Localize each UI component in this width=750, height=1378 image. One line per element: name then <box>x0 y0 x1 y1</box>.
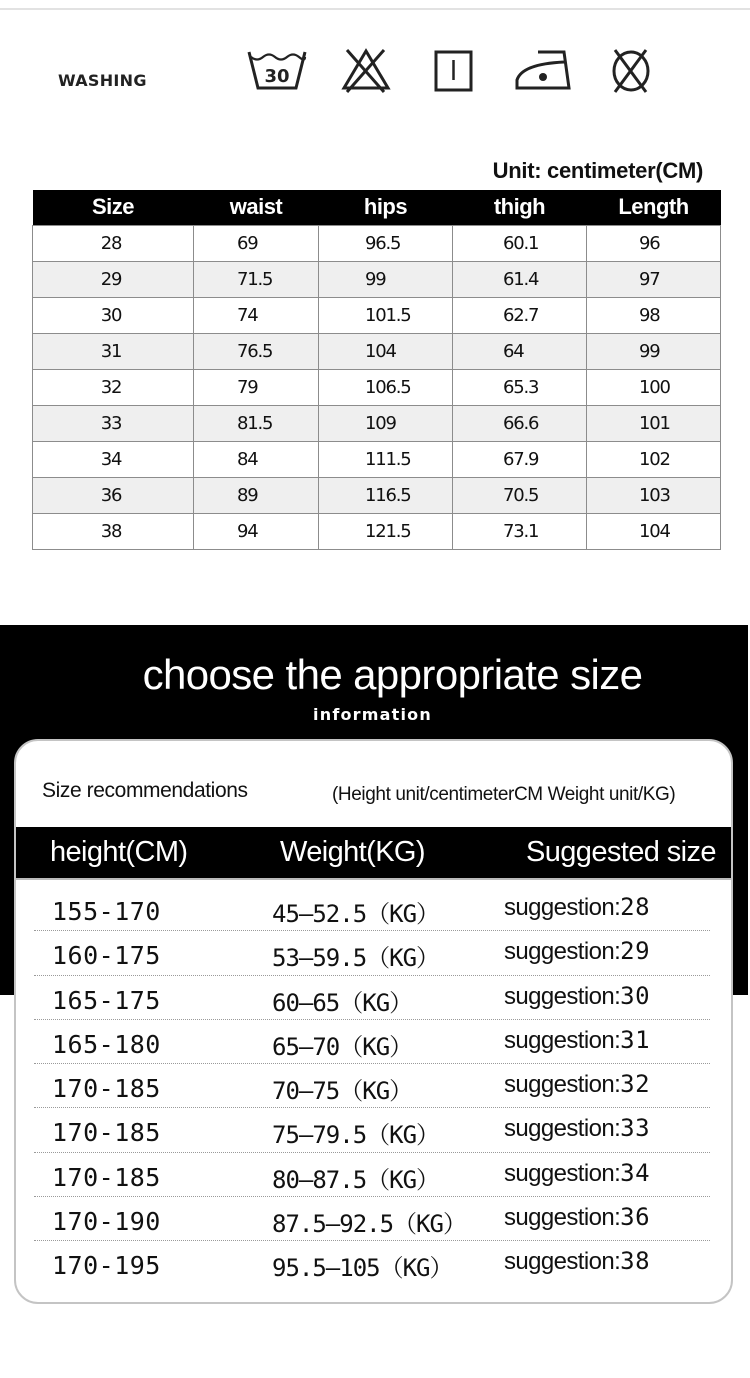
cell-waist: 79 <box>194 369 319 405</box>
height-range: 170-185 <box>52 1162 161 1192</box>
size-value: 33 <box>620 1114 651 1143</box>
size-value: 34 <box>620 1158 651 1187</box>
do-not-bleach-icon <box>340 48 392 94</box>
cell-length: 98 <box>587 297 721 333</box>
suggestion-prefix: suggestion: <box>504 894 621 921</box>
cell-thigh: 65.3 <box>453 369 587 405</box>
size-chart-table <box>32 190 721 550</box>
svg-text:30: 30 <box>264 66 290 87</box>
height-range: 170-185 <box>52 1074 161 1104</box>
cell-length: 99 <box>587 333 721 369</box>
weight-range: 70–75（KG） <box>272 1077 413 1106</box>
list-item <box>34 1064 710 1108</box>
list-item <box>34 1153 710 1197</box>
list-item <box>34 1108 710 1152</box>
col-header-height: height(CM) <box>50 836 188 868</box>
cell-hips: 111.5 <box>319 441 453 477</box>
cell-size: 36 <box>33 477 194 513</box>
table-row <box>33 513 721 549</box>
cell-thigh: 62.7 <box>453 297 587 333</box>
list-item <box>34 887 710 931</box>
cell-length: 101 <box>587 405 721 441</box>
cell-length: 100 <box>587 369 721 405</box>
recommendation-list <box>34 887 710 1286</box>
table-row <box>33 477 721 513</box>
wash-30-icon <box>246 48 308 92</box>
weight-range: 65–70（KG） <box>272 1032 413 1061</box>
cell-waist: 84 <box>194 441 319 477</box>
cell-waist: 94 <box>194 513 319 549</box>
cell-thigh: 73.1 <box>453 513 587 549</box>
height-range: 160-175 <box>52 941 161 971</box>
suggestion-prefix: suggestion: <box>504 1159 621 1187</box>
table-row <box>33 441 721 477</box>
cell-hips: 121.5 <box>319 513 453 549</box>
section-title: choose the appropriate size <box>142 651 643 698</box>
suggestion-prefix: suggestion: <box>504 1204 621 1232</box>
weight-range: 75–79.5（KG） <box>272 1121 440 1150</box>
list-item <box>34 931 710 975</box>
list-item <box>34 1197 710 1241</box>
cell-waist: 81.5 <box>194 405 319 441</box>
size-value: 38 <box>620 1247 651 1276</box>
height-range: 155-170 <box>52 897 161 926</box>
cell-waist: 71.5 <box>194 261 319 297</box>
suggestion-prefix: suggestion: <box>504 938 621 966</box>
size-value: 28 <box>620 893 651 921</box>
table-row <box>33 369 721 405</box>
unit-label: Unit: centimeter(CM) <box>492 158 703 183</box>
weight-range: 53–59.5（KG） <box>272 944 440 973</box>
size-value: 30 <box>620 981 651 1010</box>
cell-waist: 89 <box>194 477 319 513</box>
cell-length: 104 <box>587 513 721 549</box>
section-subtitle: information <box>313 705 432 724</box>
cell-hips: 109 <box>319 405 453 441</box>
cell-hips: 99 <box>319 261 453 297</box>
table-row <box>33 297 721 333</box>
weight-range: 60–65（KG） <box>272 988 413 1017</box>
cell-hips: 106.5 <box>319 369 453 405</box>
col-header-length: Length <box>587 190 721 225</box>
cell-size: 34 <box>33 441 194 477</box>
list-item <box>34 1241 710 1285</box>
do-not-tumble-dry-icon <box>608 48 654 94</box>
suggestion-prefix: suggestion: <box>504 1248 621 1276</box>
suggested-size <box>504 982 650 1011</box>
col-header-weight: Weight(KG) <box>280 836 425 868</box>
size-table-header <box>33 190 721 225</box>
weight-range: 95.5–105（KG） <box>272 1254 453 1283</box>
cell-thigh: 67.9 <box>453 441 587 477</box>
table-row <box>33 225 721 261</box>
table-row <box>33 333 721 369</box>
cell-size: 31 <box>33 333 194 369</box>
size-value: 32 <box>620 1070 651 1099</box>
cell-length: 103 <box>587 477 721 513</box>
col-header-size: Size <box>33 190 194 225</box>
height-range: 170-195 <box>52 1251 161 1281</box>
cell-waist: 74 <box>194 297 319 333</box>
size-recommendation-card <box>14 739 733 1304</box>
suggestion-prefix: suggestion: <box>504 1026 621 1054</box>
list-item <box>34 1020 710 1064</box>
cell-size: 30 <box>33 297 194 333</box>
cell-thigh: 60.1 <box>453 225 587 261</box>
cell-thigh: 70.5 <box>453 477 587 513</box>
cell-length: 97 <box>587 261 721 297</box>
suggested-size <box>504 1026 650 1055</box>
line-dry-icon <box>434 48 474 92</box>
suggested-size <box>504 1070 650 1099</box>
cell-size: 32 <box>33 369 194 405</box>
cell-hips: 101.5 <box>319 297 453 333</box>
cell-thigh: 66.6 <box>453 405 587 441</box>
weight-range: 45–52.5（KG） <box>272 900 440 928</box>
units-note: (Height unit/centimeterCM Weight unit/KG) <box>332 784 676 805</box>
size-value: 29 <box>620 937 651 966</box>
washing-label: WASHING <box>58 71 147 90</box>
cell-length: 96 <box>587 225 721 261</box>
height-range: 170-185 <box>52 1118 161 1148</box>
cell-size: 28 <box>33 225 194 261</box>
size-value: 36 <box>620 1203 651 1232</box>
cell-waist: 69 <box>194 225 319 261</box>
col-header-hips: hips <box>319 190 453 225</box>
suggested-size <box>504 937 650 966</box>
cell-thigh: 64 <box>453 333 587 369</box>
size-value: 31 <box>620 1025 651 1054</box>
list-item <box>34 976 710 1020</box>
col-header-thigh: thigh <box>453 190 587 225</box>
iron-low-heat-icon <box>514 48 574 92</box>
cell-size: 29 <box>33 261 194 297</box>
col-header-suggested-size: Suggested size <box>526 836 716 868</box>
cell-hips: 96.5 <box>319 225 453 261</box>
cell-hips: 104 <box>319 333 453 369</box>
cell-size: 38 <box>33 513 194 549</box>
suggested-size <box>504 1114 650 1143</box>
suggestion-prefix: suggestion: <box>504 1071 621 1099</box>
suggested-size <box>504 893 650 922</box>
suggestion-prefix: suggestion: <box>504 1115 621 1143</box>
card-title: Size recommendations <box>42 779 248 802</box>
weight-range: 87.5–92.5（KG） <box>272 1210 466 1239</box>
cell-size: 33 <box>33 405 194 441</box>
suggestion-prefix: suggestion: <box>504 982 621 1010</box>
cell-thigh: 61.4 <box>453 261 587 297</box>
table-row <box>33 261 721 297</box>
cell-hips: 116.5 <box>319 477 453 513</box>
height-range: 165-180 <box>52 1029 161 1059</box>
suggested-size <box>504 1159 650 1188</box>
recommendation-table-header <box>14 827 733 880</box>
cell-length: 102 <box>587 441 721 477</box>
suggested-size <box>504 1203 650 1232</box>
cell-waist: 76.5 <box>194 333 319 369</box>
weight-range: 80–87.5（KG） <box>272 1165 440 1194</box>
top-divider <box>0 8 750 10</box>
height-range: 170-190 <box>52 1207 161 1237</box>
table-row <box>33 405 721 441</box>
col-header-waist: waist <box>194 190 319 225</box>
suggested-size <box>504 1247 650 1276</box>
height-range: 165-175 <box>52 985 161 1015</box>
